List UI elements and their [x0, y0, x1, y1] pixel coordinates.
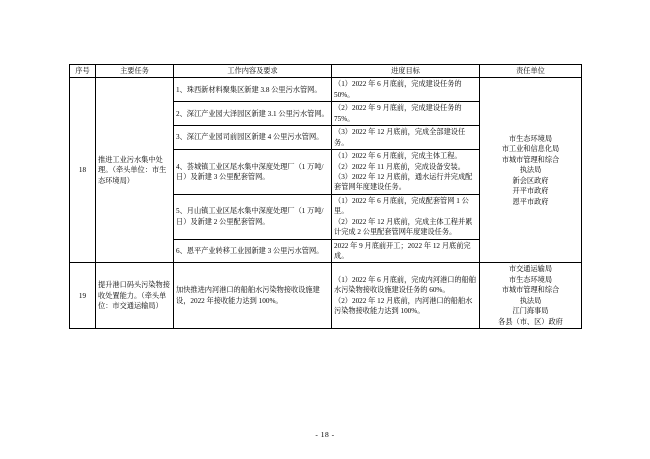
progress-goal-group: [332, 194, 480, 239]
work-content-item: 5、月山镇工业区尾水集中深度处理厂（1 万吨/日）及新建 2 公里配套管网。: [174, 194, 332, 239]
progress-goal-item: （2）2022 年 11 月底前，完成设备安装。: [334, 162, 465, 171]
table-row: [70, 263, 582, 329]
column-header-goal: 进度目标: [332, 65, 480, 78]
page-footer: - 18 -: [315, 430, 335, 439]
work-content-item: 6、恩平产业转移工业园新建 3 公里污水管网。: [174, 239, 332, 263]
work-content-item: 4、荟城镇工业区尾水集中深度处理厂（1 万吨/日）及新建 3 公里配套管网。: [174, 150, 332, 195]
responsible-unit: 市生态环境局: [508, 275, 553, 284]
responsible-unit: 各县（市、区）政府: [498, 317, 563, 326]
responsible-unit: 市城市管理和综合: [501, 155, 560, 164]
responsible-unit: 开平市政府: [512, 187, 549, 196]
work-content-item: 2、深江产业园大泽园区新建 3.1 公里污水管网。: [174, 102, 332, 126]
progress-goal-item: （2）2022 年 9 月底前，完成建设任务的 75%。: [332, 102, 480, 126]
progress-goal-item: （2）2022 年 12 月底前，完成主体工程并累计完成 2 公里配套管网年度建设任务。: [334, 217, 473, 237]
progress-goal-item: （3）2022 年 12 月底前，通水运行并完成配套管网年度建设任务。: [334, 172, 473, 192]
row-main-task: 提升港口码头污染物接收处置能力。（牵头单位：市交通运输局）: [96, 263, 174, 329]
responsible-units: [480, 78, 582, 263]
responsible-units: [480, 263, 582, 329]
progress-goal-item: （1）2022 年 6 月底前，完成建设任务的 50%。: [332, 78, 480, 102]
responsible-unit: 市工业和信息化局: [501, 145, 560, 154]
column-header-content: 工作内容及要求: [174, 65, 332, 78]
work-content-item: 加快推进内河港口的船舶水污染物接收设施建设，2022 年接收能力达到 100%。: [174, 263, 332, 329]
responsible-unit: 恩平市政府: [512, 197, 549, 206]
responsible-unit: 市生态环境局: [508, 134, 553, 143]
table-header-row: [70, 65, 582, 78]
responsible-unit: 江门海事局: [512, 307, 549, 316]
row-main-task: 推进工业污水集中处理。（牵头单位：市生态环境局）: [96, 78, 174, 263]
column-header-task: 主要任务: [96, 65, 174, 78]
responsible-unit: 新会区政府: [512, 176, 549, 185]
responsible-unit: 执法局: [519, 166, 542, 175]
progress-goal-item: （1）2022 年 6 月底前，完成配套管网 1 公里。: [334, 196, 469, 216]
work-content-item: 1、珠西新材料聚集区新建 3.8 公里污水管网。: [174, 78, 332, 102]
progress-goal-group: [332, 263, 480, 329]
progress-goal-item: （1）2022 年 6 月底前，完成内河港口的船舶水污染物接收设施建设任务的 60%。: [334, 275, 476, 295]
progress-goal-group: [332, 150, 480, 195]
row-sequence-number: 19: [70, 263, 96, 329]
task-table: [69, 64, 582, 329]
table-row: [70, 78, 582, 102]
column-header-unit: 责任单位: [480, 65, 582, 78]
responsible-unit: 执法局: [519, 296, 542, 305]
work-content-item: 3、深江产业园司前园区新建 4 公里污水管网。: [174, 126, 332, 150]
row-sequence-number: 18: [70, 78, 96, 263]
progress-goal-item: 2022 年 9 月底前开工；2022 年 12 月底前完成。: [332, 239, 480, 263]
task-table-container: [69, 64, 581, 329]
column-header-seq: 序号: [70, 65, 96, 78]
progress-goal-item: （2）2022 年 12 月底前，内河港口的船舶水污染物接收能力达到 100%。: [334, 296, 473, 316]
progress-goal-item: （3）2022 年 12 月底前，完成全部建设任务。: [332, 126, 480, 150]
responsible-unit: 市交通运输局: [508, 265, 553, 274]
progress-goal-item: （1）2022 年 6 月底前，完成主体工程。: [334, 152, 462, 161]
responsible-unit: 市城市管理和综合: [501, 286, 560, 295]
